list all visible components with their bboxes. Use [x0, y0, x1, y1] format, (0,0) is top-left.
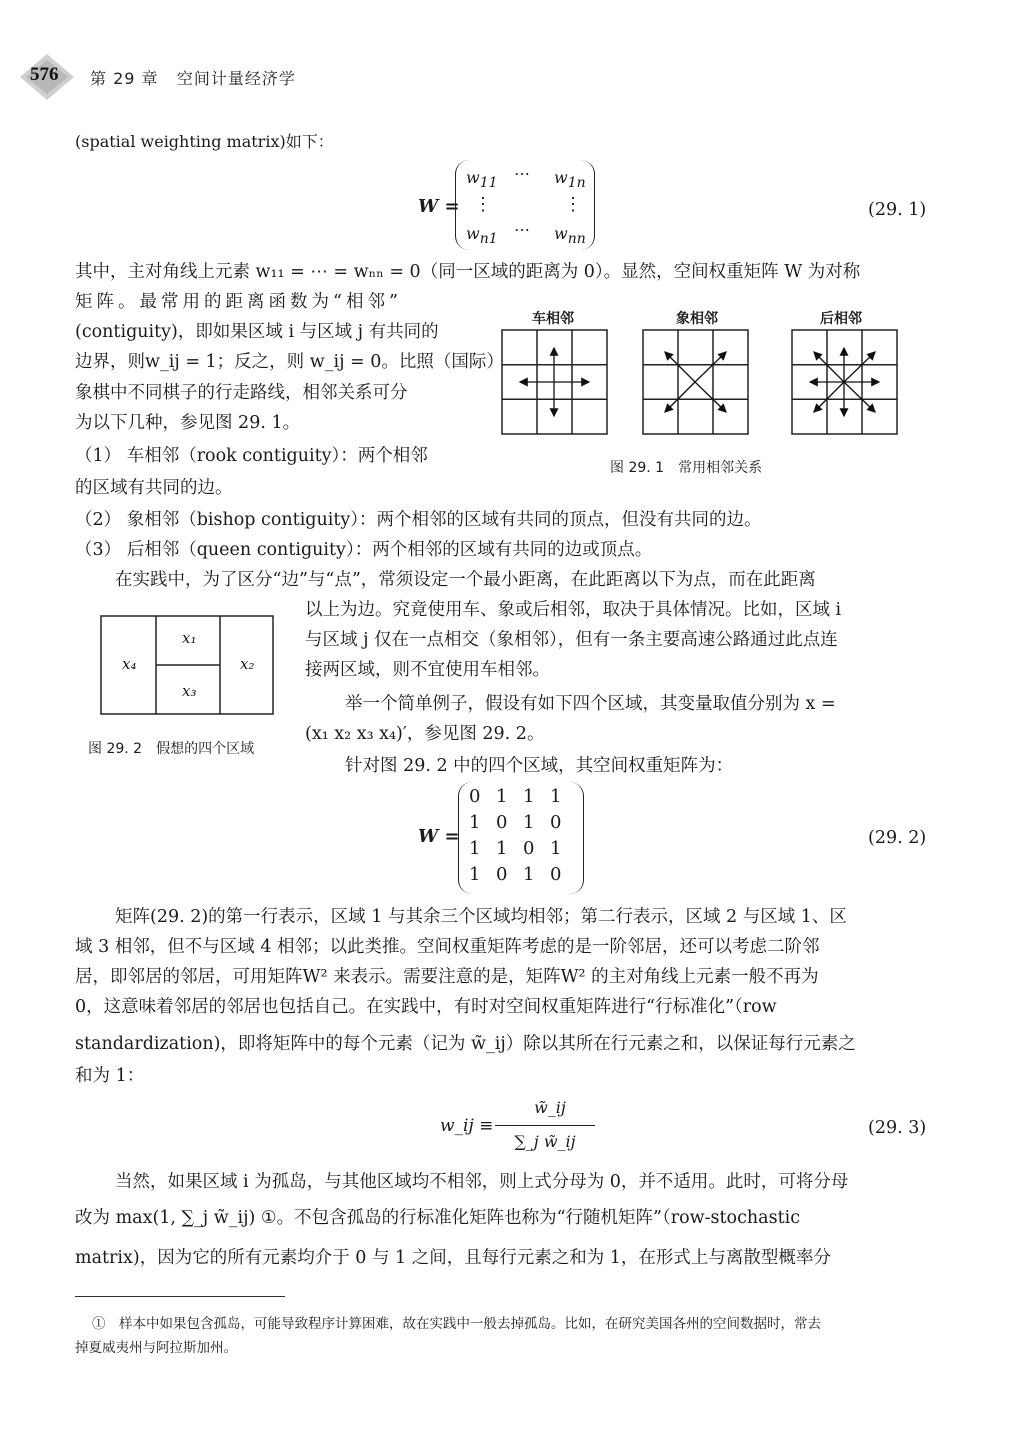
eq1-lhs: W =: [418, 196, 460, 217]
eq1-cdots-bottom: ⋯: [514, 220, 530, 239]
eq1-m1n: $w_{1n}$: [554, 168, 586, 192]
eq2-cell: 0: [550, 864, 562, 885]
para-line: 象棋中不同棋子的行走路线，相邻关系可分: [75, 383, 408, 403]
para-line: 边界，则w_ij = 1；反之，则 w_ij = 0。比照（国际）: [75, 352, 504, 372]
eq3-denominator: ∑_j w̃_ij: [514, 1132, 576, 1151]
eq3-numerator: w̃_ij: [534, 1098, 566, 1117]
chapter-number: 第 29 章: [90, 69, 159, 88]
eq2-lhs: W =: [418, 826, 460, 847]
fig1-label-rook: 车相邻: [532, 311, 574, 327]
eq2-matrix-grid: [469, 786, 577, 885]
eq2-cell: 1: [469, 838, 481, 859]
eq1-cdots-top: ⋯: [514, 164, 530, 183]
eq2-matrix: [458, 782, 584, 894]
eq1-vdots-right: ⋮: [564, 194, 582, 215]
para-line: 其中，主对角线上元素 w₁₁ = ⋯ = wₙₙ = 0（同一区域的距离为 0）。显然，空间权重矩阵 W 为对称: [75, 262, 861, 282]
eq2-cell: 1: [523, 812, 535, 833]
para-line: 与区域 j 仅在一点相交（象相邻），但有一条主要高速公路通过此点连: [305, 630, 838, 650]
para-line: matrix)，因为它的所有元素均介于 0 与 1 之间，且每行元素之和为 1，在形式上与离散型概率分: [75, 1248, 831, 1268]
eq2-cell: 1: [550, 786, 562, 807]
eq3-fraction-bar: [495, 1125, 595, 1126]
para-line: 针对图 29. 2 中的四个区域，其空间权重矩阵为：: [345, 756, 734, 776]
eq2-cell: 0: [496, 864, 508, 885]
para-line: standardization)，即将矩阵中的每个元素（记为 w̃_ij）除以其所在行元素之和，以保证每行元素之: [75, 1034, 856, 1054]
para-line: （1） 车相邻（rook contiguity）：两个相邻: [75, 446, 428, 466]
intro-line: (spatial weighting matrix)如下：: [75, 132, 334, 151]
eq1-mnn: $w_{nn}$: [554, 224, 586, 248]
para-line: 矩阵。最常用的距离函数为“相邻”: [75, 292, 402, 312]
fig1-caption: 图 29. 1 常用相邻关系: [610, 460, 763, 476]
footnote-line: 掉夏威夷州与阿拉斯加州。: [75, 1340, 237, 1356]
para-line: 的区域有共同的边。: [75, 478, 233, 498]
eq2-cell: 1: [469, 864, 481, 885]
para-line: 为以下几种，参见图 29. 1。: [75, 413, 301, 433]
running-header: [90, 66, 296, 89]
chapter-title: 空间计量经济学: [176, 69, 296, 88]
para-line: 改为 max(1, ∑_j w̃_ij) ①。不包含孤岛的行标准化矩阵也称为“行随机矩阵”（row-stochastic: [75, 1208, 801, 1228]
footnote-line: ① 样本中如果包含孤岛，可能导致程序计算困难，故在实践中一般去掉孤岛。比如，在研究美国各州的空间数据时，常去: [92, 1316, 821, 1332]
para-line: 以上为边。究竟使用车、象或后相邻，取决于具体情况。比如，区域 i: [305, 600, 842, 620]
eq3-label: (29. 3): [868, 1118, 927, 1138]
fig2-x2: x₂: [240, 655, 255, 673]
para-line: 和为 1：: [75, 1066, 145, 1086]
eq2-cell: 0: [469, 786, 481, 807]
para-line: （2） 象相邻（bishop contiguity）：两个相邻的区域有共同的顶点，但没有共同的边。: [75, 510, 762, 530]
para-line: 在实践中，为了区分“边”与“点”，常须设定一个最小距离，在此距离以下为点，而在此距离: [115, 570, 816, 590]
fig2-x4: x₄: [122, 655, 137, 673]
page-number: 576: [30, 64, 59, 85]
para-line: （3） 后相邻（queen contiguity）：两个相邻的区域有共同的边或顶点。: [75, 540, 653, 560]
eq1-vdots-left: ⋮: [474, 194, 492, 215]
fig2-caption: 图 29. 2 假想的四个区域: [88, 741, 255, 757]
para-line: 域 3 相邻，但不与区域 4 相邻；以此类推。空间权重矩阵考虑的是一阶邻居，还可以考虑二阶邻: [75, 937, 820, 957]
para-line: 矩阵(29. 2)的第一行表示，区域 1 与其余三个区域均相邻；第二行表示，区域 2 与区域 1、区: [115, 907, 847, 927]
eq2-cell: 1: [523, 786, 535, 807]
eq1-label: (29. 1): [868, 200, 927, 220]
eq3-lhs: w_ij ≡: [440, 1116, 494, 1136]
fig2-x3: x₃: [182, 682, 197, 700]
fig2-x1: x₁: [182, 629, 197, 647]
para-line: 居，即邻居的邻居，可用矩阵W² 来表示。需要注意的是，矩阵W² 的主对角线上元素一般不再为: [75, 967, 819, 987]
para-line: 接两区域，则不宜使用车相邻。: [305, 660, 550, 680]
fig1-diagram: [498, 328, 914, 438]
para-line: 举一个简单例子，假设有如下四个区域，其变量取值分别为 x =: [345, 694, 836, 714]
eq2-cell: 1: [469, 812, 481, 833]
eq1-matrix: [455, 160, 595, 250]
eq2-cell: 1: [523, 864, 535, 885]
fig1-label-queen: 后相邻: [820, 311, 862, 327]
eq2-cell: 1: [496, 838, 508, 859]
eq2-cell: 0: [550, 812, 562, 833]
fig1-label-bishop: 象相邻: [676, 311, 718, 327]
eq2-cell: 1: [550, 838, 562, 859]
queen-arrows: [810, 348, 879, 416]
eq2-cell: 0: [496, 812, 508, 833]
para-line: 0，这意味着邻居的邻居也包括自己。在实践中，有时对空间权重矩阵进行“行标准化”（row: [75, 997, 777, 1017]
footnote-rule: [75, 1296, 285, 1297]
eq2-cell: 0: [523, 838, 535, 859]
bishop-arrows: [665, 352, 726, 412]
eq1-mn1: $w_{n1}$: [466, 224, 498, 248]
para-line: 当然，如果区域 i 为孤岛，与其他区域均不相邻，则上式分母为 0，并不适用。此时，可将分母: [115, 1172, 849, 1192]
rook-arrows: [520, 348, 589, 416]
para-line: (contiguity)，即如果区域 i 与区域 j 有共同的: [75, 322, 439, 342]
eq2-cell: 1: [496, 786, 508, 807]
eq1-m11: $w_{11}$: [466, 168, 498, 192]
para-line: (x₁ x₂ x₃ x₄)′，参见图 29. 2。: [305, 724, 545, 744]
eq2-label: (29. 2): [868, 828, 927, 848]
